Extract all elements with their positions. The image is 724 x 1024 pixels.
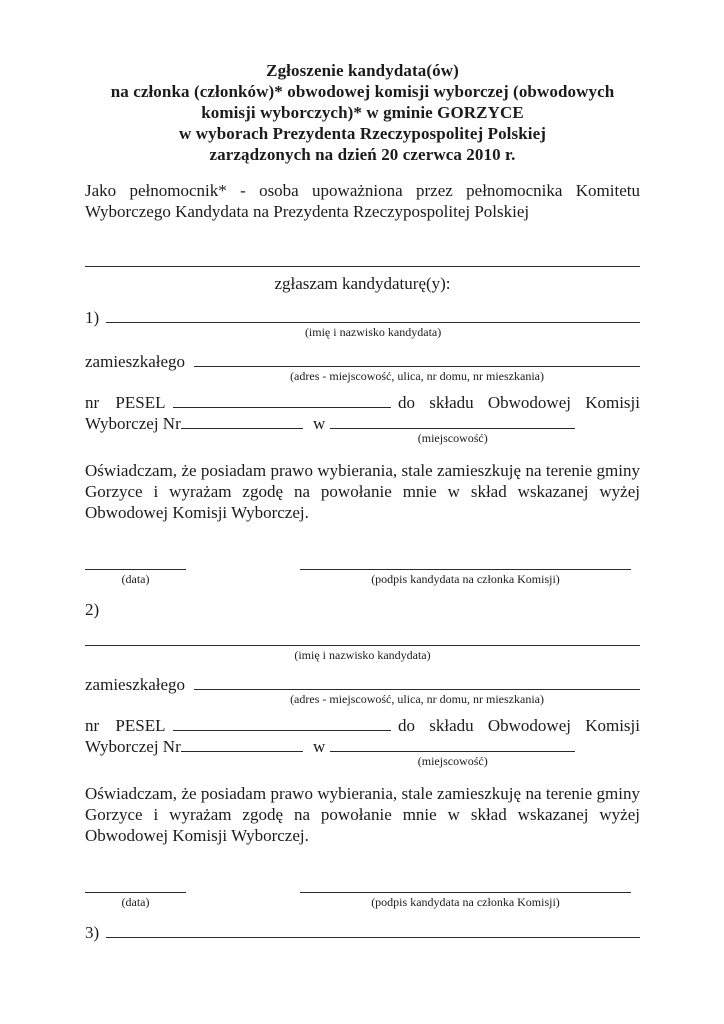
address-field-2 bbox=[194, 689, 640, 707]
candidate-section-1 bbox=[85, 307, 640, 587]
section-1-number: 1) bbox=[85, 308, 100, 327]
proxy-name-blank bbox=[85, 246, 640, 267]
pesel-suffix-2: do składu Obwodowej Komisji bbox=[397, 716, 640, 735]
locality-caption-2: (miejscowość) bbox=[417, 754, 488, 768]
signature-caption-1: (podpis kandydata na członka Komisji) bbox=[371, 572, 560, 586]
declaration-1: Oświadczam, że posiadam prawo wybierania, stale zamieszkuję na terenie gminy Gorzyce i wyrażam zgodę na powołanie mnie w skład wskazanej wyżej Obwodowej Komisji Wyborczej. bbox=[85, 461, 640, 522]
pesel-blank-2 bbox=[173, 730, 391, 731]
intro-paragraph: Jako pełnomocnik* - osoba upoważniona przez pełnomocnika Komitetu Wyborczego Kandydata na Prezydenta Rzeczypospolitej Polskiej bbox=[85, 181, 640, 221]
form-title bbox=[85, 60, 640, 165]
pesel-label-2: nr PESEL bbox=[85, 716, 166, 735]
signature-field-1 bbox=[300, 569, 631, 587]
title-line-4: w wyborach Prezydenta Rzeczypospolitej Polskiej bbox=[179, 124, 546, 143]
submit-heading: zgłaszam kandydaturę(y): bbox=[274, 274, 451, 293]
candidate-section-3 bbox=[85, 922, 640, 943]
locality-field-1 bbox=[330, 428, 575, 446]
section-2-number: 2) bbox=[85, 600, 100, 619]
candidate-name-caption-2: (imię i nazwisko kandydata) bbox=[294, 648, 431, 662]
title-line-1: Zgłoszenie kandydata(ów) bbox=[266, 61, 459, 80]
pesel-blank-1 bbox=[173, 407, 391, 408]
signature-caption-2: (podpis kandydata na członka Komisji) bbox=[371, 895, 560, 909]
date-field-2 bbox=[85, 892, 186, 910]
commission-nr-blank-1 bbox=[181, 428, 303, 429]
address-caption-1: (adres - miejscowość, ulica, nr domu, nr mieszkania) bbox=[290, 369, 544, 383]
pesel-label-1: nr PESEL bbox=[85, 393, 166, 412]
in-word-2: w bbox=[312, 737, 326, 756]
candidate-name-blank-3 bbox=[106, 937, 640, 938]
locality-field-2 bbox=[330, 751, 575, 769]
commission-prefix-2: Wyborczej Nr bbox=[85, 737, 181, 756]
commission-nr-blank-2 bbox=[181, 751, 303, 752]
candidate-section-2 bbox=[85, 599, 640, 910]
address-field-1 bbox=[194, 366, 640, 384]
title-line-2: na członka (członków)* obwodowej komisji wyborczej (obwodowych bbox=[110, 82, 615, 101]
date-field-1 bbox=[85, 569, 186, 587]
commission-prefix-1: Wyborczej Nr bbox=[85, 414, 181, 433]
candidate-name-field-3 bbox=[106, 937, 640, 938]
title-line-3: komisji wyborczych)* w gminie GORZYCE bbox=[201, 103, 524, 122]
date-caption-1: (data) bbox=[121, 572, 150, 586]
candidate-name-field-2 bbox=[85, 645, 640, 663]
residing-label-2: zamieszkałego bbox=[85, 675, 186, 694]
pesel-suffix-1: do składu Obwodowej Komisji bbox=[397, 393, 640, 412]
candidate-name-caption-1: (imię i nazwisko kandydata) bbox=[304, 325, 442, 339]
address-caption-2: (adres - miejscowość, ulica, nr domu, nr mieszkania) bbox=[290, 692, 544, 706]
title-line-5: zarządzonych na dzień 20 czerwca 2010 r. bbox=[209, 145, 516, 164]
in-word-1: w bbox=[312, 414, 326, 433]
candidate-name-field-1 bbox=[106, 322, 640, 340]
declaration-2: Oświadczam, że posiadam prawo wybierania, stale zamieszkuję na terenie gminy Gorzyce i wyrażam zgodę na powołanie mnie w skład wskazanej wyżej Obwodowej Komisji Wyborczej. bbox=[85, 784, 640, 845]
residing-label-1: zamieszkałego bbox=[85, 352, 186, 371]
signature-field-2 bbox=[300, 892, 631, 910]
section-3-number: 3) bbox=[85, 923, 100, 942]
date-caption-2: (data) bbox=[121, 895, 150, 909]
locality-caption-1: (miejscowość) bbox=[417, 431, 488, 445]
